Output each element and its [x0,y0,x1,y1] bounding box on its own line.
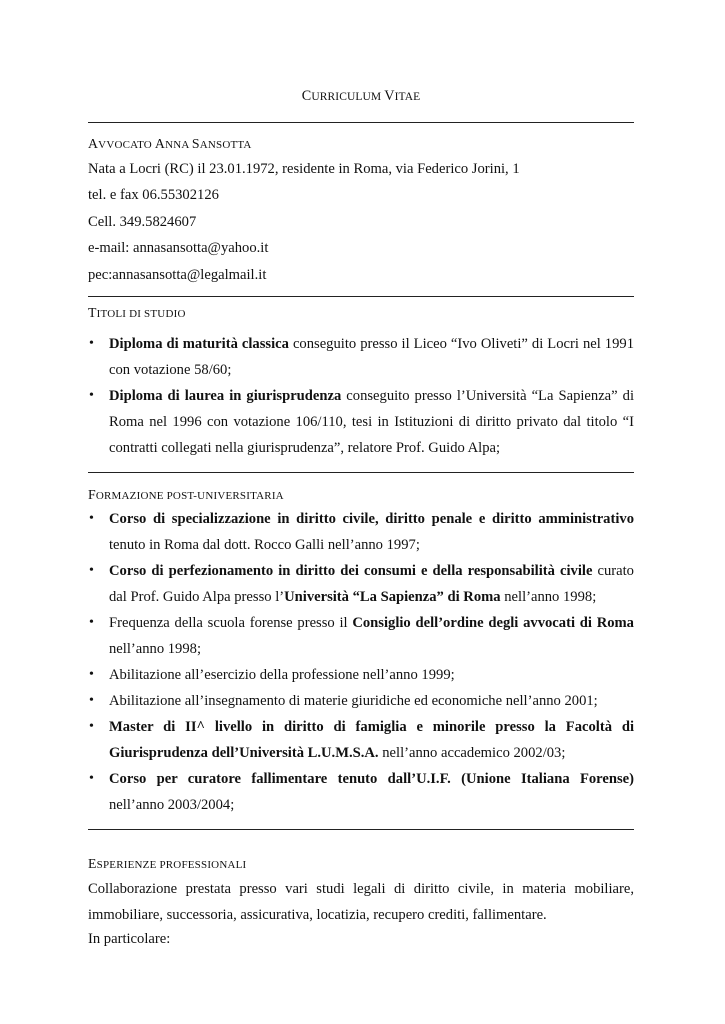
section-heading-studies: TITOLI DI STUDIO [88,305,186,320]
studies-list [88,331,634,461]
phone-fax: tel. e fax 06.55302126 [88,187,219,203]
contact-name-heading: AVVOCATO ANNA SANSOTTA [88,136,252,151]
list-item: • Abilitazione all’insegnamento di materie giuridiche ed economiche nell’anno 2001; [88,688,634,714]
cell-phone: Cell. 349.5824607 [88,214,197,230]
divider [88,122,634,123]
list-item: • Corso di specializzazione in diritto civile, diritto penale e diritto amministrativo tenuto in Roma dal dott. Rocco Galli nell’anno 1997; [88,506,634,558]
section-heading-training: FORMAZIONE POST-UNIVERSITARIA [88,487,284,502]
section-heading-experience: ESPERIENZE PROFESSIONALI [88,856,247,871]
list-item: • Corso di perfezionamento in diritto dei consumi e della responsabilità civile curato dal Prof. Guido Alpa presso l’Università “La Sapienza” di Roma nell’anno 1998; [88,558,634,610]
list-item: • Corso per curatore fallimentare tenuto dall’U.I.F. (Unione Italiana Forense) nell’anno 2003/2004; [88,766,634,818]
training-list [88,506,634,818]
list-item: • Diploma di laurea in giurisprudenza conseguito presso l’Università “La Sapienza” di Roma nel 1996 con votazione 106/110, tesi in Istituzioni di diritto privato dal titolo “I contratti collegati nella giurisprudenza”, relatore Prof. Guido Alpa; [88,383,634,461]
list-item: • Abilitazione all’esercizio della professione nell’anno 1999; [88,662,634,688]
list-item: • Master di II^ livello in diritto di famiglia e minorile presso la Facoltà di Giurisprudenza dell’Università L.U.M.S.A. nell’anno accademico 2002/03; [88,714,634,766]
birth-residence: Nata a Locri (RC) il 23.01.1972, residente in Roma, via Federico Jorini, 1 [88,161,520,177]
list-item: • Diploma di maturità classica conseguito presso il Liceo “Ivo Oliveti” di Locri nel 1991 con votazione 58/60; [88,331,634,383]
experience-paragraph: Collaborazione prestata presso vari studi legali di diritto civile, in materia mobiliare, immobiliare, successoria, assicurativa, locatizia, recupero crediti, fallimentare. [88,881,634,923]
email: e-mail: annasansotta@yahoo.it [88,240,269,256]
document-title: CURRICULUM VITAE [301,88,421,104]
list-item: • Frequenza della scuola forense presso il Consiglio dell’ordine degli avvocati di Roma nell’anno 1998; [88,610,634,662]
divider [88,829,634,830]
pec-email: pec:annasansotta@legalmail.it [88,267,267,283]
divider [88,472,634,473]
divider [88,296,634,297]
experience-particular: In particolare: [88,931,171,947]
